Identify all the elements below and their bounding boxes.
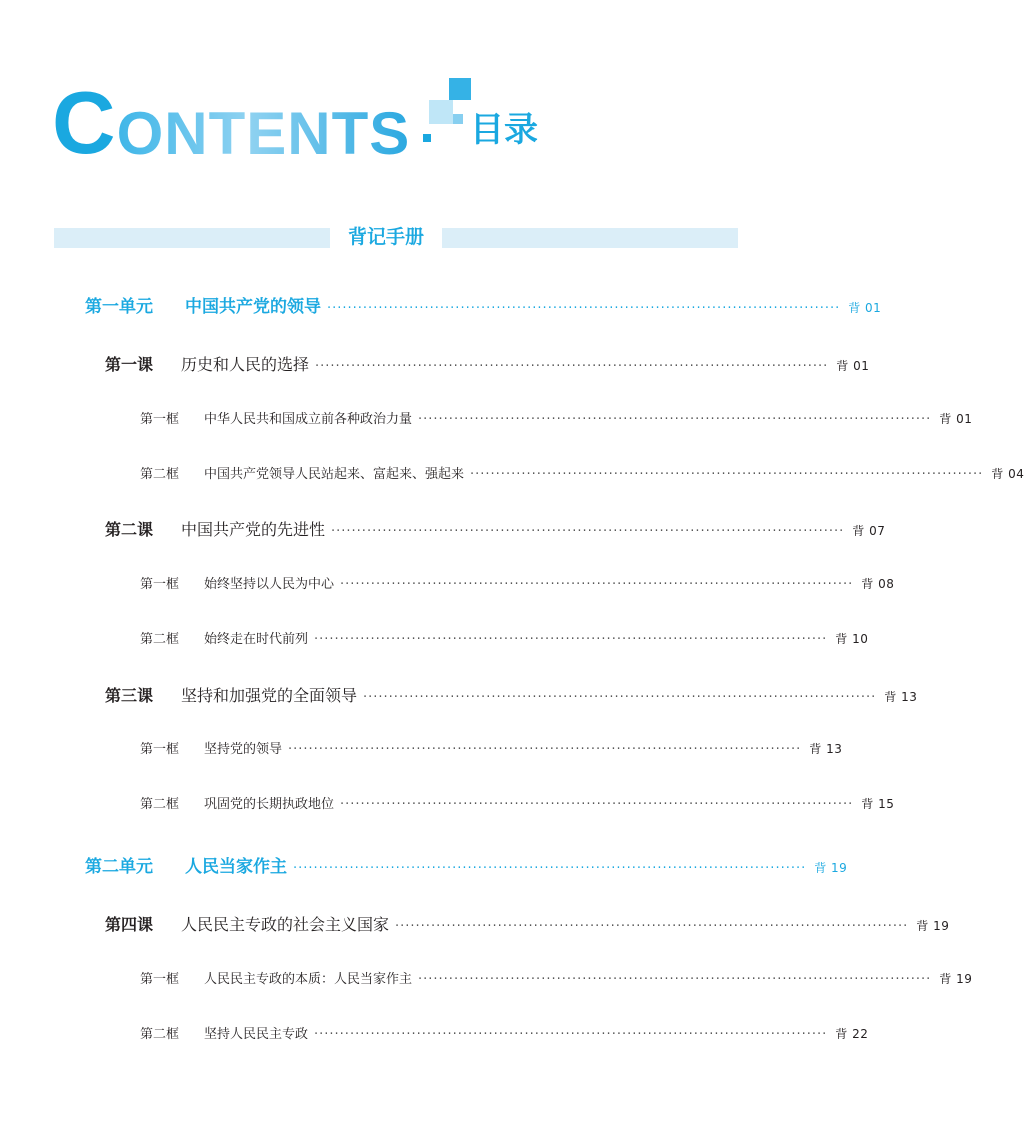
toc-entry-title: 人民民主专政的社会主义国家 (181, 915, 390, 934)
toc-page-number: 背 19 (916, 919, 950, 933)
contents-title-initial: C (52, 73, 117, 172)
toc-entry-label (85, 292, 321, 317)
toc-entry-label (140, 408, 412, 427)
toc-page-number: 背 22 (835, 1027, 869, 1041)
toc-leader-dots: ···································································································· (340, 797, 854, 812)
toc-page-number: 背 10 (835, 632, 869, 646)
toc-leader-dots: ···································································································· (363, 690, 877, 705)
toc-leader-dots: ···································································································· (315, 359, 829, 374)
toc-entry-label (85, 852, 287, 877)
toc-entry-title: 中华人民共和国成立前各种政治力量 (204, 412, 413, 427)
toc-row-frame[interactable] (140, 793, 895, 812)
toc-row-frame[interactable] (140, 968, 973, 987)
toc-entry-number: 第一框 (140, 577, 180, 592)
toc-row-frame[interactable] (140, 1023, 869, 1042)
toc-entry-number: 第三课 (105, 686, 154, 705)
toc-page-number: 背 13 (884, 690, 918, 704)
toc-row-unit[interactable] (85, 852, 848, 877)
toc-entry-label (140, 738, 282, 757)
toc-page-number: 背 07 (852, 524, 886, 538)
toc-row-unit[interactable] (85, 292, 882, 317)
toc-entry-number: 第二单元 (85, 857, 153, 877)
toc-leader-dots: ···································································································· (314, 1027, 828, 1042)
toc-row-lesson[interactable] (105, 683, 918, 706)
toc-row-lesson[interactable] (105, 517, 886, 540)
toc-page-number: 背 19 (939, 972, 973, 986)
toc-entry-title: 人民当家作主 (185, 857, 287, 877)
toc-entry-title: 坚持人民民主专政 (204, 1027, 309, 1042)
toc-entry-title: 中国共产党的领导 (185, 297, 321, 317)
toc-leader-dots: ···································································································· (418, 972, 932, 987)
toc-entry-label (140, 628, 308, 647)
toc-page-number: 背 01 (836, 359, 870, 373)
toc-entry-title: 中国共产党领导人民站起来、富起来、强起来 (204, 467, 465, 482)
toc-entry-number: 第一框 (140, 972, 180, 987)
toc-leader-dots: ···································································································· (395, 919, 909, 934)
toc-page-number: 背 01 (939, 412, 973, 426)
toc-entry-title: 始终坚持以人民为中心 (204, 577, 335, 592)
toc-page-number: 背 13 (809, 742, 843, 756)
toc-entry-label (105, 683, 357, 706)
toc-row-lesson[interactable] (105, 912, 950, 935)
toc-entry-label (140, 573, 334, 592)
toc-entry-label (105, 912, 389, 935)
toc-entry-label (105, 352, 309, 375)
toc-entry-number: 第二框 (140, 632, 180, 647)
toc-entry-title: 历史和人民的选择 (181, 355, 310, 374)
toc-leader-dots: ···································································································· (288, 742, 802, 757)
toc-leader-dots: ···································································································· (293, 861, 807, 876)
toc-page-number: 背 01 (848, 301, 882, 315)
toc-entry-label (140, 793, 334, 812)
toc-leader-dots: ···································································································· (331, 524, 845, 539)
toc-entry-title: 始终走在时代前列 (204, 632, 309, 647)
section-title: 背记手册 (347, 226, 424, 248)
toc-leader-dots: ···································································································· (470, 467, 984, 482)
toc-entry-title: 坚持和加强党的全面领导 (181, 686, 358, 705)
toc-entry-label (140, 968, 412, 987)
toc-row-frame[interactable] (140, 573, 895, 592)
toc-entry-label (140, 463, 464, 482)
toc-row-lesson[interactable] (105, 352, 870, 375)
toc-entry-label (140, 1023, 308, 1042)
toc-entry-label (105, 517, 325, 540)
toc-entry-title: 中国共产党的先进性 (181, 520, 326, 539)
toc-row-frame[interactable] (140, 628, 869, 647)
toc-leader-dots: ···································································································· (340, 577, 854, 592)
contents-title-chinese: 目录 (470, 110, 538, 150)
toc-entry-number: 第四课 (105, 915, 154, 934)
toc-row-frame[interactable] (140, 408, 973, 427)
toc-leader-dots: ···································································································· (418, 412, 932, 427)
toc-page-number: 背 15 (861, 797, 895, 811)
toc-page-number: 背 08 (861, 577, 895, 591)
toc-entry-number: 第一单元 (85, 297, 153, 317)
toc-page-number: 背 04 (991, 467, 1024, 481)
toc-entry-number: 第一课 (105, 355, 154, 374)
toc-entry-number: 第二框 (140, 1027, 180, 1042)
toc-entry-title: 人民民主专政的本质：人民当家作主 (204, 972, 413, 987)
toc-page-number: 背 19 (814, 861, 848, 875)
toc-leader-dots: ···································································································· (327, 301, 841, 316)
toc-entry-number: 第一框 (140, 412, 180, 427)
toc-entry-title: 巩固党的长期执政地位 (204, 797, 335, 812)
toc-entry-number: 第二课 (105, 520, 154, 539)
toc-entry-number: 第二框 (140, 467, 180, 482)
toc-row-frame[interactable] (140, 738, 843, 757)
toc-leader-dots: ···································································································· (314, 632, 828, 647)
toc-entry-number: 第一框 (140, 742, 180, 757)
toc-row-frame[interactable] (140, 463, 1024, 482)
toc-entry-title: 坚持党的领导 (204, 742, 283, 757)
contents-title-rest: ONTENTS (116, 100, 411, 167)
toc-entry-number: 第二框 (140, 797, 180, 812)
